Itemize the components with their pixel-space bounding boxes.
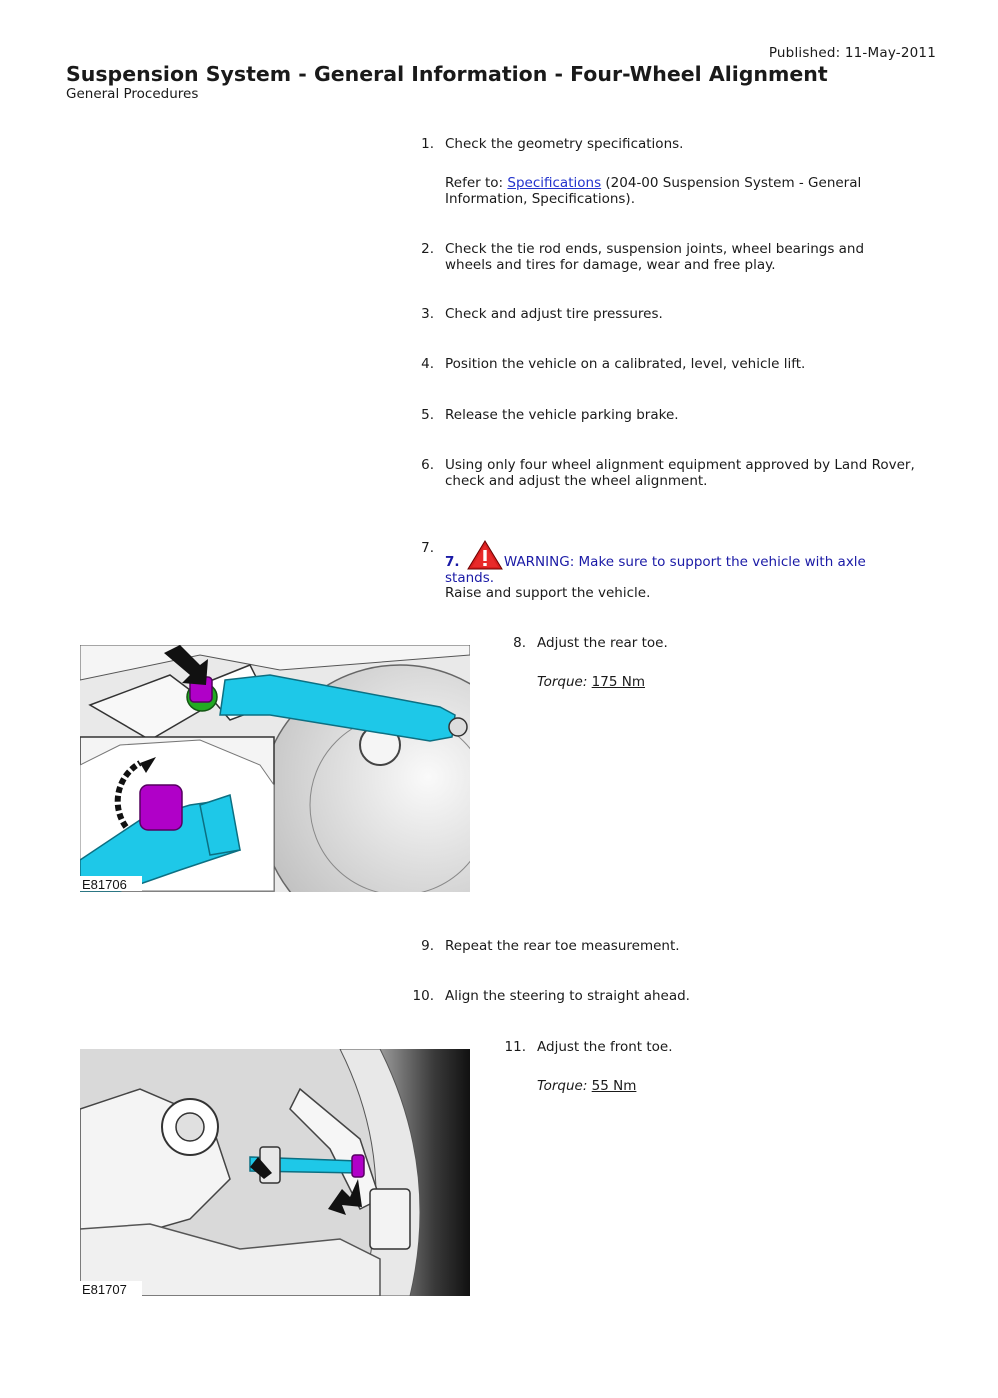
step-text: Release the vehicle parking brake. bbox=[445, 407, 679, 423]
warning-text-line1: WARNING: Make sure to support the vehicle with axle bbox=[503, 554, 866, 570]
torque-value: 175 Nm bbox=[591, 674, 645, 690]
refer-rest: (204-00 Suspension System - General bbox=[605, 175, 862, 191]
step-number: 4. bbox=[421, 356, 434, 372]
figure-label: E81707 bbox=[82, 1282, 127, 1296]
refer-prefix: Refer to: bbox=[445, 175, 504, 191]
torque-label: Torque: bbox=[537, 1078, 588, 1094]
step-number: 10. bbox=[412, 988, 434, 1004]
front-toe-figure bbox=[80, 1049, 470, 1296]
step-number: 1. bbox=[421, 136, 434, 152]
rear-toe-figure bbox=[80, 645, 470, 892]
step-number: 2. bbox=[421, 241, 434, 257]
step-number: 6. bbox=[421, 457, 434, 473]
step-text: Adjust the front toe. bbox=[537, 1039, 673, 1055]
page-subtitle: General Procedures bbox=[66, 86, 199, 102]
step-text-line1: Using only four wheel alignment equipment approved by Land Rover, bbox=[445, 457, 915, 473]
warning-icon bbox=[467, 540, 503, 570]
rear-toe-illustration bbox=[80, 645, 470, 892]
page-title: Suspension System - General Information - Four-Wheel Alignment bbox=[66, 62, 828, 86]
step-text: Position the vehicle on a calibrated, level, vehicle lift. bbox=[445, 356, 806, 372]
step-number: 7. bbox=[421, 540, 434, 556]
refer-rest-line2: Information, Specifications). bbox=[445, 191, 635, 207]
step-number: 5. bbox=[421, 407, 434, 423]
step-text: Check and adjust tire pressures. bbox=[445, 306, 663, 322]
step-text: Raise and support the vehicle. bbox=[445, 585, 651, 601]
step-number: 11. bbox=[504, 1039, 526, 1055]
step-text: Repeat the rear toe measurement. bbox=[445, 938, 680, 954]
step-number: 3. bbox=[421, 306, 434, 322]
torque-value: 55 Nm bbox=[591, 1078, 637, 1094]
warning-number: 7. bbox=[445, 554, 460, 570]
front-toe-illustration bbox=[80, 1049, 470, 1296]
step-text-line2: check and adjust the wheel alignment. bbox=[445, 473, 708, 489]
published-date: Published: 11-May-2011 bbox=[768, 45, 936, 61]
step-text: Align the steering to straight ahead. bbox=[445, 988, 690, 1004]
step-text: Adjust the rear toe. bbox=[537, 635, 668, 651]
step-text-line1: Check the tie rod ends, suspension joints, wheel bearings and bbox=[445, 241, 865, 257]
step-number: 9. bbox=[421, 938, 434, 954]
figure-label: E81706 bbox=[82, 877, 127, 892]
step-text: Check the geometry specifications. bbox=[445, 136, 684, 152]
torque-label: Torque: bbox=[537, 674, 588, 690]
step-number: 8. bbox=[513, 635, 526, 651]
step-text-line2: wheels and tires for damage, wear and free play. bbox=[445, 257, 776, 273]
warning-text-line2: stands. bbox=[445, 570, 495, 586]
specifications-link[interactable]: Specifications bbox=[507, 175, 602, 191]
